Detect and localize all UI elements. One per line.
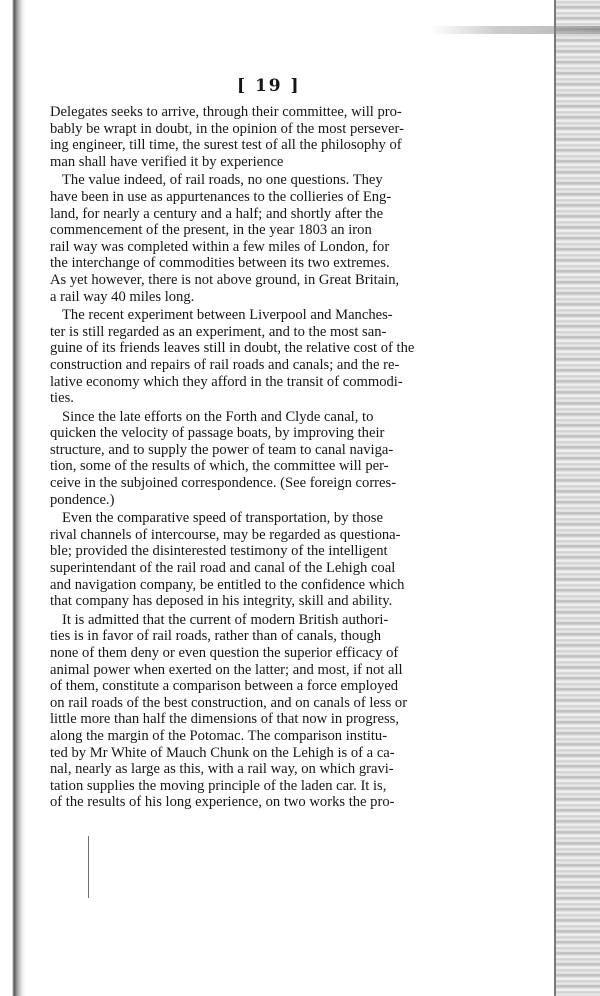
- text-line: that company has deposed in his integrity, skill and ability.: [50, 593, 393, 610]
- text-line: have been in use as appurtenances to the collieries of Eng-: [50, 188, 392, 205]
- page-edge-scan-artifact: [554, 0, 600, 996]
- text-line: bably be wrapt in doubt, in the opinion of the most persever-: [50, 120, 404, 137]
- text-line: nal, nearly as large as this, with a rail way, on which gravi-: [50, 761, 394, 778]
- text-line: a rail way 40 miles long.: [50, 288, 195, 305]
- paragraph-6: [50, 612, 454, 811]
- text-line: ter is still regarded as an experiment, and to the most san-: [50, 323, 387, 340]
- paragraph-4: [50, 409, 454, 509]
- paragraph-3: [50, 307, 454, 407]
- text-line: Even the comparative speed of transportation, by those: [62, 510, 383, 527]
- text-line: rail way was completed within a few miles of London, for: [50, 238, 390, 255]
- margin-ink-mark: [88, 836, 89, 898]
- text-line: on rail roads of the best construction, and on canals of less or: [50, 694, 408, 711]
- text-line: ceive in the subjoined correspondence. (See foreign corres-: [50, 475, 397, 492]
- text-line: quicken the velocity of passage boats, by improving their: [50, 425, 385, 442]
- page-number: [ 19 ]: [237, 76, 301, 96]
- text-line: ted by Mr White of Mauch Chunk on the Lehigh is of a ca-: [50, 744, 395, 761]
- text-line: superintendant of the rail road and canal of the Lehigh coal: [50, 560, 396, 577]
- text-line: of them, constitute a comparison between a force employed: [50, 678, 399, 695]
- text-line: The recent experiment between Liverpool and Manches-: [62, 307, 393, 324]
- scan-smudge: [430, 26, 600, 34]
- paragraph-5: [50, 510, 454, 610]
- text-line: little more than half the dimensions of that now in progress,: [50, 711, 399, 728]
- text-line: animal power when exerted on the latter; and most, if not all: [50, 661, 403, 678]
- text-line: of the results of his long experience, on two works the pro-: [50, 794, 395, 811]
- body-text: [50, 104, 454, 813]
- text-line: tion, some of the results of which, the committee will per-: [50, 458, 389, 475]
- text-line: pondence.): [50, 491, 115, 508]
- text-line: lative economy which they afford in the transit of commodi-: [50, 373, 403, 390]
- text-line: commencement of the present, in the year 1803 an iron: [50, 222, 372, 239]
- text-line: Delegates seeks to arrive, through their committee, will pro-: [50, 104, 402, 120]
- text-line: ble; provided the disinterested testimony of the intelligent: [50, 543, 388, 560]
- text-line: structure, and to supply the power of team to canal naviga-: [50, 441, 394, 458]
- paragraph-2: [50, 172, 454, 305]
- page-binding-shadow: [0, 0, 26, 996]
- text-line: the interchange of commodities between its two extremes.: [50, 255, 390, 272]
- text-line: As yet however, there is not above ground, in Great Britain,: [50, 271, 400, 288]
- paragraph-1: [50, 104, 454, 170]
- text-line: ing engineer, till time, the surest test of all the philosophy of: [50, 137, 402, 154]
- text-line: man shall have verified it by experience: [50, 153, 284, 170]
- text-line: The value indeed, of rail roads, no one questions. They: [62, 172, 383, 189]
- text-line: construction and repairs of rail roads and canals; and the re-: [50, 356, 400, 373]
- text-line: It is admitted that the current of modern British authori-: [62, 611, 389, 628]
- text-line: rival channels of intercourse, may be regarded as questiona-: [50, 526, 401, 543]
- text-line: tation supplies the moving principle of the laden car. It is,: [50, 777, 387, 794]
- text-line: and navigation company, be entitled to the confidence which: [50, 576, 405, 593]
- text-line: land, for nearly a century and a half; and shortly after the: [50, 205, 384, 222]
- text-line: none of them deny or even question the superior efficacy of: [50, 645, 399, 661]
- text-line: guine of its friends leaves still in doubt, the relative cost of the: [50, 340, 415, 357]
- text-line: Since the late efforts on the Forth and Clyde canal, to: [62, 408, 374, 425]
- text-line: ties.: [50, 390, 74, 407]
- text-line: along the margin of the Potomac. The comparison institu-: [50, 727, 388, 744]
- text-line: ties is in favor of rail roads, rather than of canals, though: [50, 628, 382, 645]
